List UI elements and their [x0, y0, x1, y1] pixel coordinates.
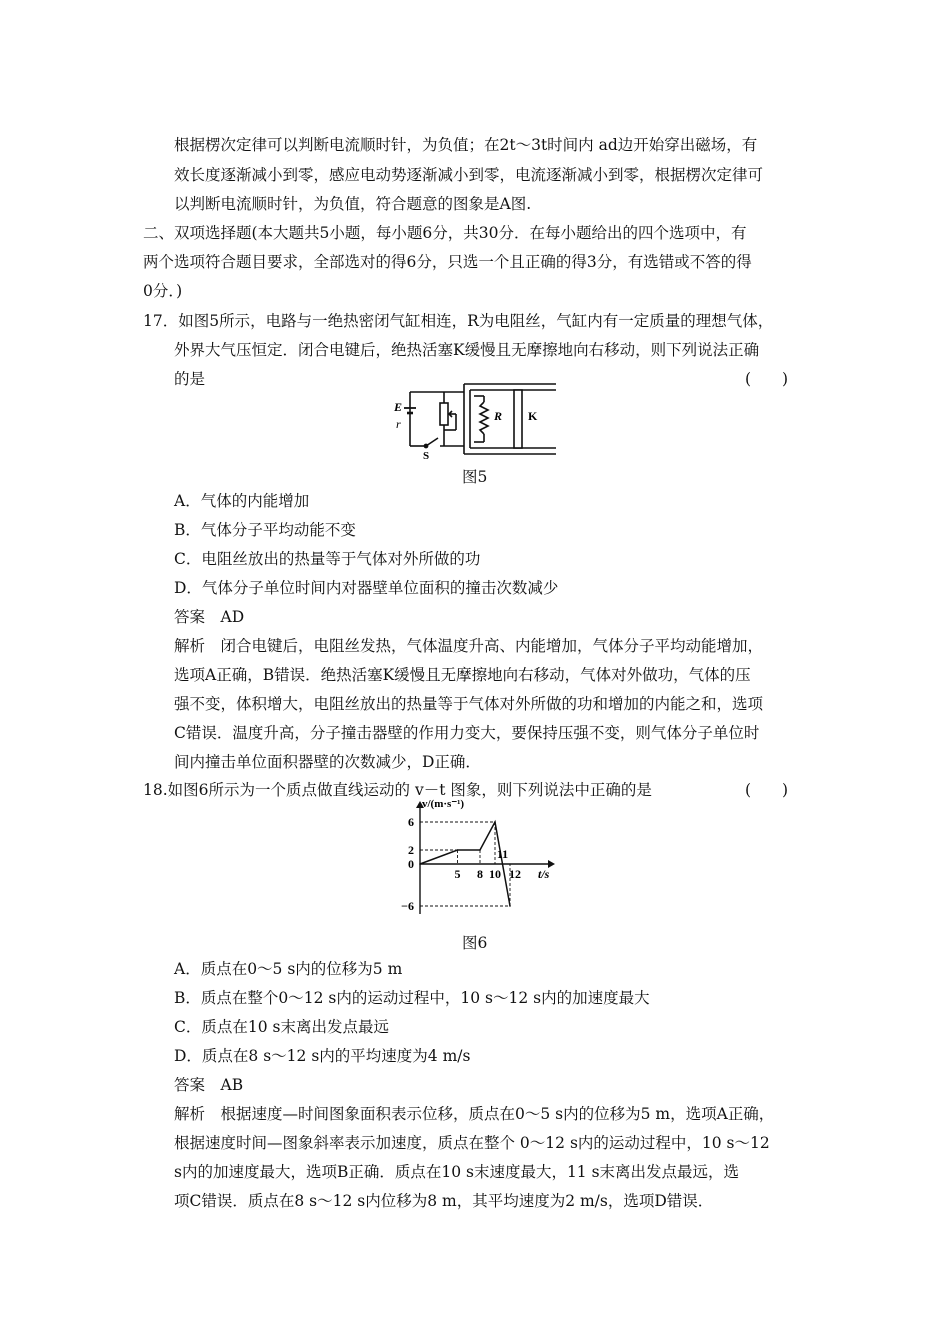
q18-answer: 答案 AB [174, 1076, 244, 1094]
top-paragraph-line-3: 以判断电流顺时针，为负值，符合题意的图象是A图. [174, 195, 532, 213]
top-paragraph-line-2: 效长度逐渐减小到零，感应电动势逐渐减小到零，电流逐渐减小到零，根据楞次定律可 [174, 166, 764, 184]
label-E: E [394, 400, 403, 414]
data-point-1 [457, 849, 459, 851]
data-point-5 [509, 905, 511, 907]
q18-analysis-line-2: 根据速度时间—图象斜率表示加速度，质点在整个 0～12 s内的运动过程中，10 s～12 [174, 1134, 770, 1152]
q17-analysis-line-5: 间内撞击单位面积器壁的次数减少，D正确． [174, 753, 481, 771]
section-header-line-3: 0分．) [143, 282, 183, 300]
top-paragraph-line-1: 根据楞次定律可以判断电流顺时针，为负值；在2t～3t时间内 ad边开始穿出磁场，有 [174, 136, 758, 154]
label-S: S [423, 450, 430, 460]
q18-option-d: D．质点在8 s～12 s内的平均速度为4 m/s [174, 1047, 471, 1065]
x-tick-label-3: 11 [496, 847, 509, 861]
x-tick-label-2: 10 [489, 867, 501, 881]
data-point-4 [502, 863, 504, 865]
label-K: K [528, 409, 538, 423]
q18-answer-bracket: ( ) [745, 781, 789, 799]
q18-stem: 18.如图6所示为一个质点做直线运动的 v－t 图象，则下列说法中正确的是 [143, 781, 652, 799]
q18-option-c: C．质点在10 s末离出发点最远 [174, 1018, 389, 1036]
q17-stem-line-3: 的是 [174, 370, 206, 388]
q17-analysis-line-4: C错误．温度升高，分子撞击器壁的作用力变大，要保持压强不变，则气体分子单位时 [174, 724, 760, 742]
x-tick-label-1: 8 [477, 867, 483, 881]
section-header-line-2: 两个选项符合题目要求，全部选对的得6分，只选一个且正确的得3分，有选错或不答的得 [143, 253, 752, 271]
x-tick-label-0: 5 [454, 867, 461, 881]
y-tick-label-1: 2 [408, 843, 414, 857]
section-header-line-1: 二、双项选择题(本大题共5小题，每小题6分，共30分．在每小题给出的四个选项中，有 [143, 224, 747, 242]
figure-5-circuit [380, 378, 570, 460]
figure-6-caption: 图6 [462, 934, 488, 952]
y-tick-label-2: 0 [408, 857, 414, 871]
figure-5-caption: 图5 [462, 468, 488, 486]
q17-analysis-line-1: 解析 闭合电键后，电阻丝发热，气体温度升高、内能增加，气体分子平均动能增加， [174, 637, 764, 655]
q17-analysis-line-3: 强不变，体积增大，电阻丝放出的热量等于气体对外所做的功和增加的内能之和，选项 [174, 695, 764, 713]
q18-option-b: B．质点在整个0～12 s内的运动过程中，10 s～12 s内的加速度最大 [174, 989, 650, 1007]
data-point-0 [419, 863, 421, 865]
data-point-3 [494, 821, 496, 823]
q17-stem-line-2: 外界大气压恒定．闭合电键后，绝热活塞K缓慢且无摩擦地向右移动，则下列说法正确 [174, 341, 760, 359]
label-r: r [396, 417, 401, 431]
q17-answer-bracket: ( ) [745, 370, 789, 388]
q18-option-a: A．质点在0～5 s内的位移为5 m [174, 960, 403, 978]
y-tick-label-0: 6 [408, 815, 414, 829]
x-tick-label-4: 12 [509, 867, 521, 881]
y-axis-label: v/(m·s⁻¹) [422, 798, 465, 810]
data-point-2 [479, 849, 481, 851]
q17-answer: 答案 AD [174, 608, 245, 626]
q17-option-d: D．气体分子单位时间内对器壁单位面积的撞击次数减少 [174, 579, 559, 597]
label-R: R [494, 409, 503, 423]
q17-stem-line-1: 17．如图5所示，电路与一绝热密闭气缸相连，R为电阻丝，气缸内有一定质量的理想气体， [143, 312, 774, 330]
q18-analysis-line-4: 项C错误．质点在8 s～12 s内位移为8 m，其平均速度为2 m/s，选项D错误． [174, 1192, 714, 1210]
q17-option-c: C．电阻丝放出的热量等于气体对外所做的功 [174, 550, 481, 568]
q17-option-a: A．气体的内能增加 [174, 492, 310, 510]
q17-analysis-line-2: 选项A正确，B错误．绝热活塞K缓慢且无摩擦地向右移动，气体对外做功，气体的压 [174, 666, 751, 684]
x-axis-label: t/s [538, 867, 550, 881]
q18-analysis-line-1: 解析 根据速度—时间图象面积表示位移，质点在0～5 s内的位移为5 m，选项A正确， [174, 1105, 775, 1123]
q18-analysis-line-3: s内的加速度最大，选项B正确．质点在10 s末速度最大，11 s末离出发点最远，选 [174, 1163, 740, 1181]
q17-option-b: B．气体分子平均动能不变 [174, 521, 356, 539]
y-tick-label-3: −6 [401, 899, 414, 913]
figure-6-vt-chart [390, 796, 560, 921]
